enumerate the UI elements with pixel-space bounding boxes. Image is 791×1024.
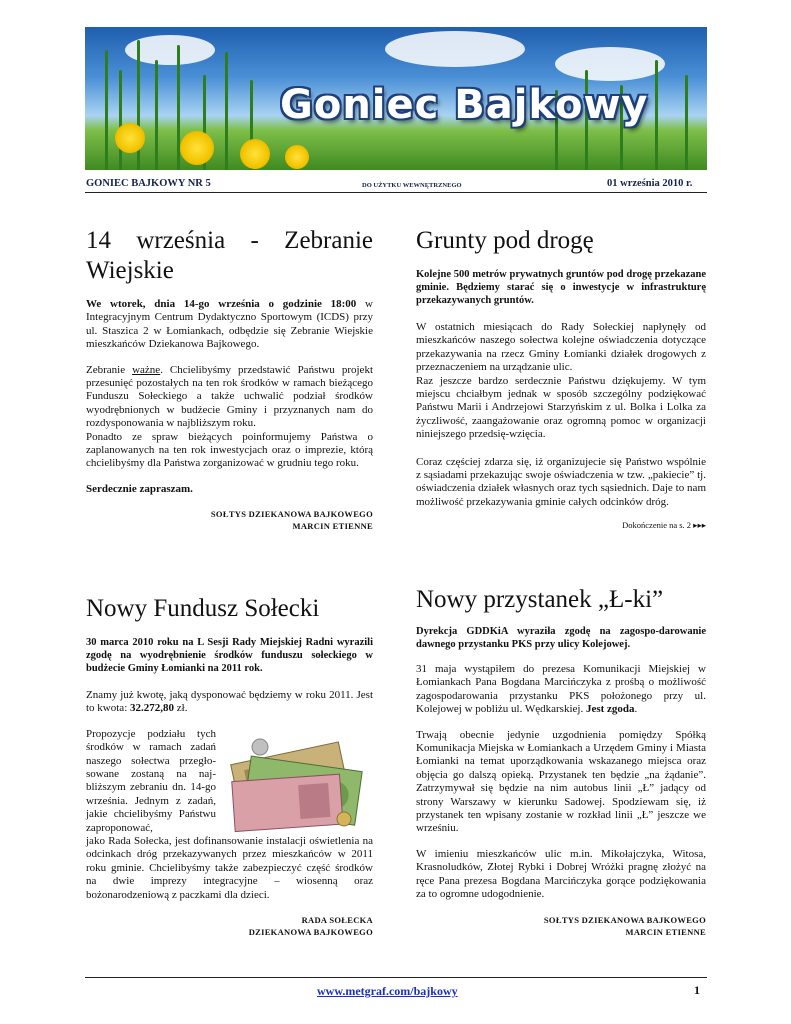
article-paragraph: Zebranie ważne. Chcielibyśmy przedstawić Państwu projekt przesunięć pozostałych na ten rok środków w ramach bieżącego Funduszu Sołeckiego a także uchwalić podział środków wyodrębnionych w budżecie Gminy i przyznanych nam do rozdysponowania w najbliższym roku.	[86, 363, 373, 430]
header-rule	[85, 192, 707, 193]
article-paragraph: Coraz częściej zdarza się, iż organizujecie się Państwo wspólnie z sąsiadami przekazując swoje oświadczenia w tzw. „pakiecie” tj. oświadczenia działek własnych oraz tych sąsiednich. Daje to nam możliwość przekazywania gminie całych odcinków dróg.	[416, 455, 706, 508]
signature: RADA SOŁECKA DZIEKANOWA BAJKOWEGO	[248, 915, 373, 938]
dandelion-decoration	[180, 131, 214, 165]
article-paragraph: 31 maja wystąpiłem do prezesa Komunikacji Miejskiej w Łomiankach Pana Bogdana Marcińczyka z prośbą o możliwość zagospodarowania przystanku PKS położonego przy ul. Kolejowej w pobliżu ul. Wędkarskiej. Jest zgoda.	[416, 663, 706, 716]
article-paragraph: jako Rada Sołecka, jest dofinansowanie instalacji oświetlenia na odcinkach dróg przekazywanych przez mieszkańców w 2011 roku gminie. Chcielibyśmy także zabezpieczyć część środków na dwie imprezy integracyjne – wiosenną oraz bożonarodzeniową z paczkami dla dzieci.	[86, 835, 373, 901]
article-title: Nowy Fundusz Sołecki	[86, 595, 320, 622]
cloud-decoration	[555, 47, 665, 81]
article-paragraph: W ostatnich miesiącach do Rady Sołeckiej napłynęły od mieszkańców naszego sołectwa kolejne oświadczenia dotyczące przekazywania na rzecz Gminy Łomianki działek drogowych z przeznaczeniem na urządzanie ulic.	[416, 321, 706, 374]
banknotes-image	[226, 733, 372, 833]
signature: SOŁTYS DZIEKANOWA BAJKOWEGO MARCIN ETIENNE	[543, 914, 706, 937]
article-title: 14 września - Zebranie Wiejskie	[86, 227, 373, 284]
masthead-banner	[85, 27, 707, 170]
dandelion-decoration	[115, 123, 145, 153]
article-lead: We wtorek, dnia 14-go września o godzinie 18:00 w Integracyjnym Centrum Dydaktyczno Sportowym (ICDS) przy ul. Staszica 2 w Łomiankach, odbędzie się Zebranie Wiejskie mieszkańców Dziekanowa Bajkowego.	[86, 298, 374, 351]
article-lead: Kolejne 500 metrów prywatnych gruntów pod drogę przekazane gminie. Będziemy starać się o inwestycje w infrastrukturę przekazywanych gruntów.	[416, 269, 706, 306]
signature: SOŁTYS DZIEKANOWA BAJKOWEGO MARCIN ETIENNE	[210, 509, 373, 532]
article-land	[416, 226, 706, 533]
article-title: Grunty pod drogę	[416, 227, 594, 254]
dandelion-decoration	[240, 139, 270, 169]
page-number: 1	[694, 983, 700, 997]
usage-label: DO UŻYTKU WEWNĘTRZNEGO	[362, 182, 462, 189]
article-lead: 30 marca 2010 roku na L Sesji Rady Miejskiej Radni wyrazili zgodę na wyodrębnienie środków funduszu sołeckiego w budżecie Gminy Łomianki na 2011 rok.	[86, 637, 373, 674]
article-meeting	[86, 226, 373, 532]
issue-date: 01 września 2010 r.	[607, 178, 693, 189]
article-stop	[416, 585, 706, 938]
cloud-decoration	[385, 31, 525, 67]
website-link[interactable]: www.metgraf.com/bajkowy	[317, 984, 458, 998]
continued-link[interactable]: Dokończenie na s. 2 ▸▸▸	[622, 520, 706, 531]
article-paragraph: Ponadto ze spraw bieżących poinformujemy Państwa o zaplanowanych na ten rok inwestycjach oraz o imprezie, którą chcielibyśmy dla Państwa zorganizować w grudniu tego roku.	[86, 430, 373, 470]
article-paragraph: Raz jeszcze bardzo serdecznie Państwu dziękujemy. W tym miejscu chciałbym jednak w sposób szczególny podziękować Państwu Marii i Andrzejowi Starzyńskim z ul. Bolka i Lolka za życzliwość, zaangażowanie oraz ogromną pomoc w organizacji niniejszego przedsię-wzięcia.	[416, 374, 706, 441]
article-paragraph: Znamy już kwotę, jaką dysponować będziemy w roku 2011. Jest to kwota: 32.272,80 zł.	[86, 689, 373, 715]
article-title: Nowy przystanek „Ł-ki”	[416, 586, 664, 613]
dandelion-decoration	[285, 145, 309, 169]
article-closing: Serdecznie zapraszam.	[86, 482, 193, 495]
article-lead: Dyrekcja GDDKiA wyraziła zgodę na zagospo-darowanie dawnego przystanku PKS przy ulicy Kolejowej.	[416, 626, 706, 650]
article-paragraph: Propozycje podziału tych środków w ramach zadań naszego sołectwa przegło-sowane zostaną na naj-bliższym zebraniu dn. 14-go września. Jednym z zadań, jakie chcielibyśmy Państwu zaproponować,	[86, 727, 216, 834]
article-paragraph: Trwają obecnie jedynie uzgodnienia pomiędzy Spółką Komunikacja Miejska w Łomiankach a Urzędem Gminy i Miasta Łomianki na temat uporządkowania wskazanego miejsca oraz objęcia go dalszą opieką. Przystanek ten będzie „na żądanie”. Zatrzymywał się będzie na nim autobus linii „Ł” jadący od strony Warszawy w kierunku Sadowej. Spodziewam się, iż przystanek ten wpisany zostanie w rozkład linii „Ł” jeszcze we wrześniu.	[416, 728, 706, 835]
banner-title: Goniec Bajkowy	[280, 82, 649, 128]
article-paragraph: W imieniu mieszkańców ulic m.in. Mikołajczyka, Witosa, Krasnoludków, Złotej Rybki i Dobrej Wróżki pragnę złożyć na ręce Pana prezesa Bogdana Marcińczyka gorące podziękowania za to ogromne udogodnienie.	[416, 847, 706, 901]
footer-rule	[85, 977, 707, 978]
issue-label: GONIEC BAJKOWY NR 5	[86, 178, 211, 189]
